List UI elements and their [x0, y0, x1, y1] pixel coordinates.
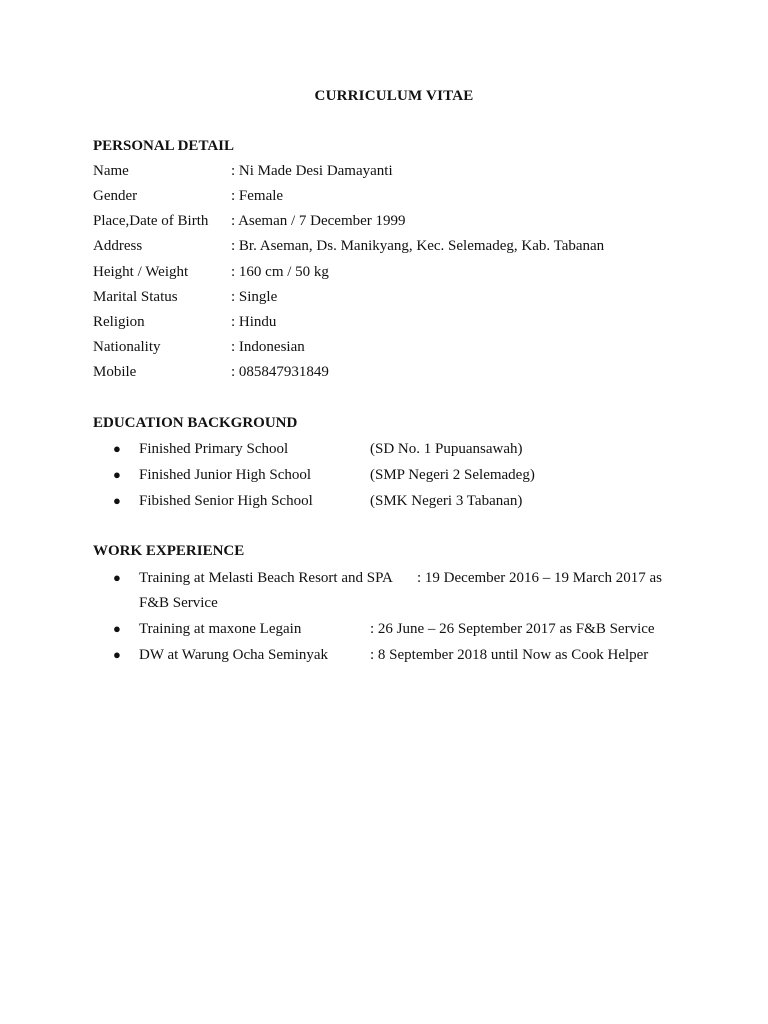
field-value: : 160 cm / 50 kg: [231, 264, 329, 280]
field-label: Height / Weight: [93, 264, 189, 280]
bullet-icon: ●: [113, 647, 121, 662]
field-label: Address: [93, 238, 143, 254]
document-title: CURRICULUM VITAE: [314, 88, 474, 104]
field-value: : 085847931849: [231, 364, 329, 380]
field-value: : Indonesian: [231, 339, 305, 355]
personal-detail-heading: PERSONAL DETAIL: [93, 138, 235, 154]
education-item-text: Fibished Senior High School: [139, 493, 313, 509]
education-heading: EDUCATION BACKGROUND: [93, 415, 298, 431]
work-item-detail: : 8 September 2018 until Now as Cook Helper: [370, 647, 649, 663]
bullet-icon: ●: [113, 493, 121, 508]
work-item-text: Training at maxone Legain: [139, 621, 302, 637]
education-item-school: (SMP Negeri 2 Selemadeg): [370, 467, 535, 483]
field-value: : Ni Made Desi Damayanti: [231, 163, 393, 179]
bullet-icon: ●: [113, 621, 121, 636]
field-value: : Single: [231, 289, 278, 305]
education-item-text: Finished Junior High School: [139, 467, 312, 483]
field-label: Place,Date of Birth: [93, 213, 209, 229]
education-item-school: (SMK Negeri 3 Tabanan): [370, 493, 523, 509]
field-label: Gender: [93, 188, 138, 204]
work-item-text: Training at Melasti Beach Resort and SPA: [139, 570, 393, 586]
field-label: Nationality: [93, 339, 161, 355]
work-item-detail: : 26 June – 26 September 2017 as F&B Service: [370, 621, 655, 637]
work-item-continuation-text: F&B Service: [139, 595, 218, 611]
field-value: : Aseman / 7 December 1999: [231, 213, 406, 229]
field-label: Mobile: [93, 364, 137, 380]
field-value: : Female: [231, 188, 284, 204]
bullet-icon: ●: [113, 467, 121, 482]
field-label: Religion: [93, 314, 145, 330]
field-value: : Br. Aseman, Ds. Manikyang, Kec. Selemadeg, Kab. Tabanan: [231, 238, 605, 254]
work-item-text: DW at Warung Ocha Seminyak: [139, 647, 329, 663]
bullet-icon: ●: [113, 570, 121, 585]
education-item-school: (SD No. 1 Pupuansawah): [370, 441, 523, 457]
bullet-icon: ●: [113, 441, 121, 456]
field-label: Name: [93, 163, 129, 179]
education-item-text: Finished Primary School: [139, 441, 289, 457]
work-experience-heading: WORK EXPERIENCE: [93, 543, 245, 559]
field-label: Marital Status: [93, 289, 178, 305]
field-value: : Hindu: [231, 314, 277, 330]
work-item-detail: : 19 December 2016 – 19 March 2017 as: [417, 570, 662, 586]
